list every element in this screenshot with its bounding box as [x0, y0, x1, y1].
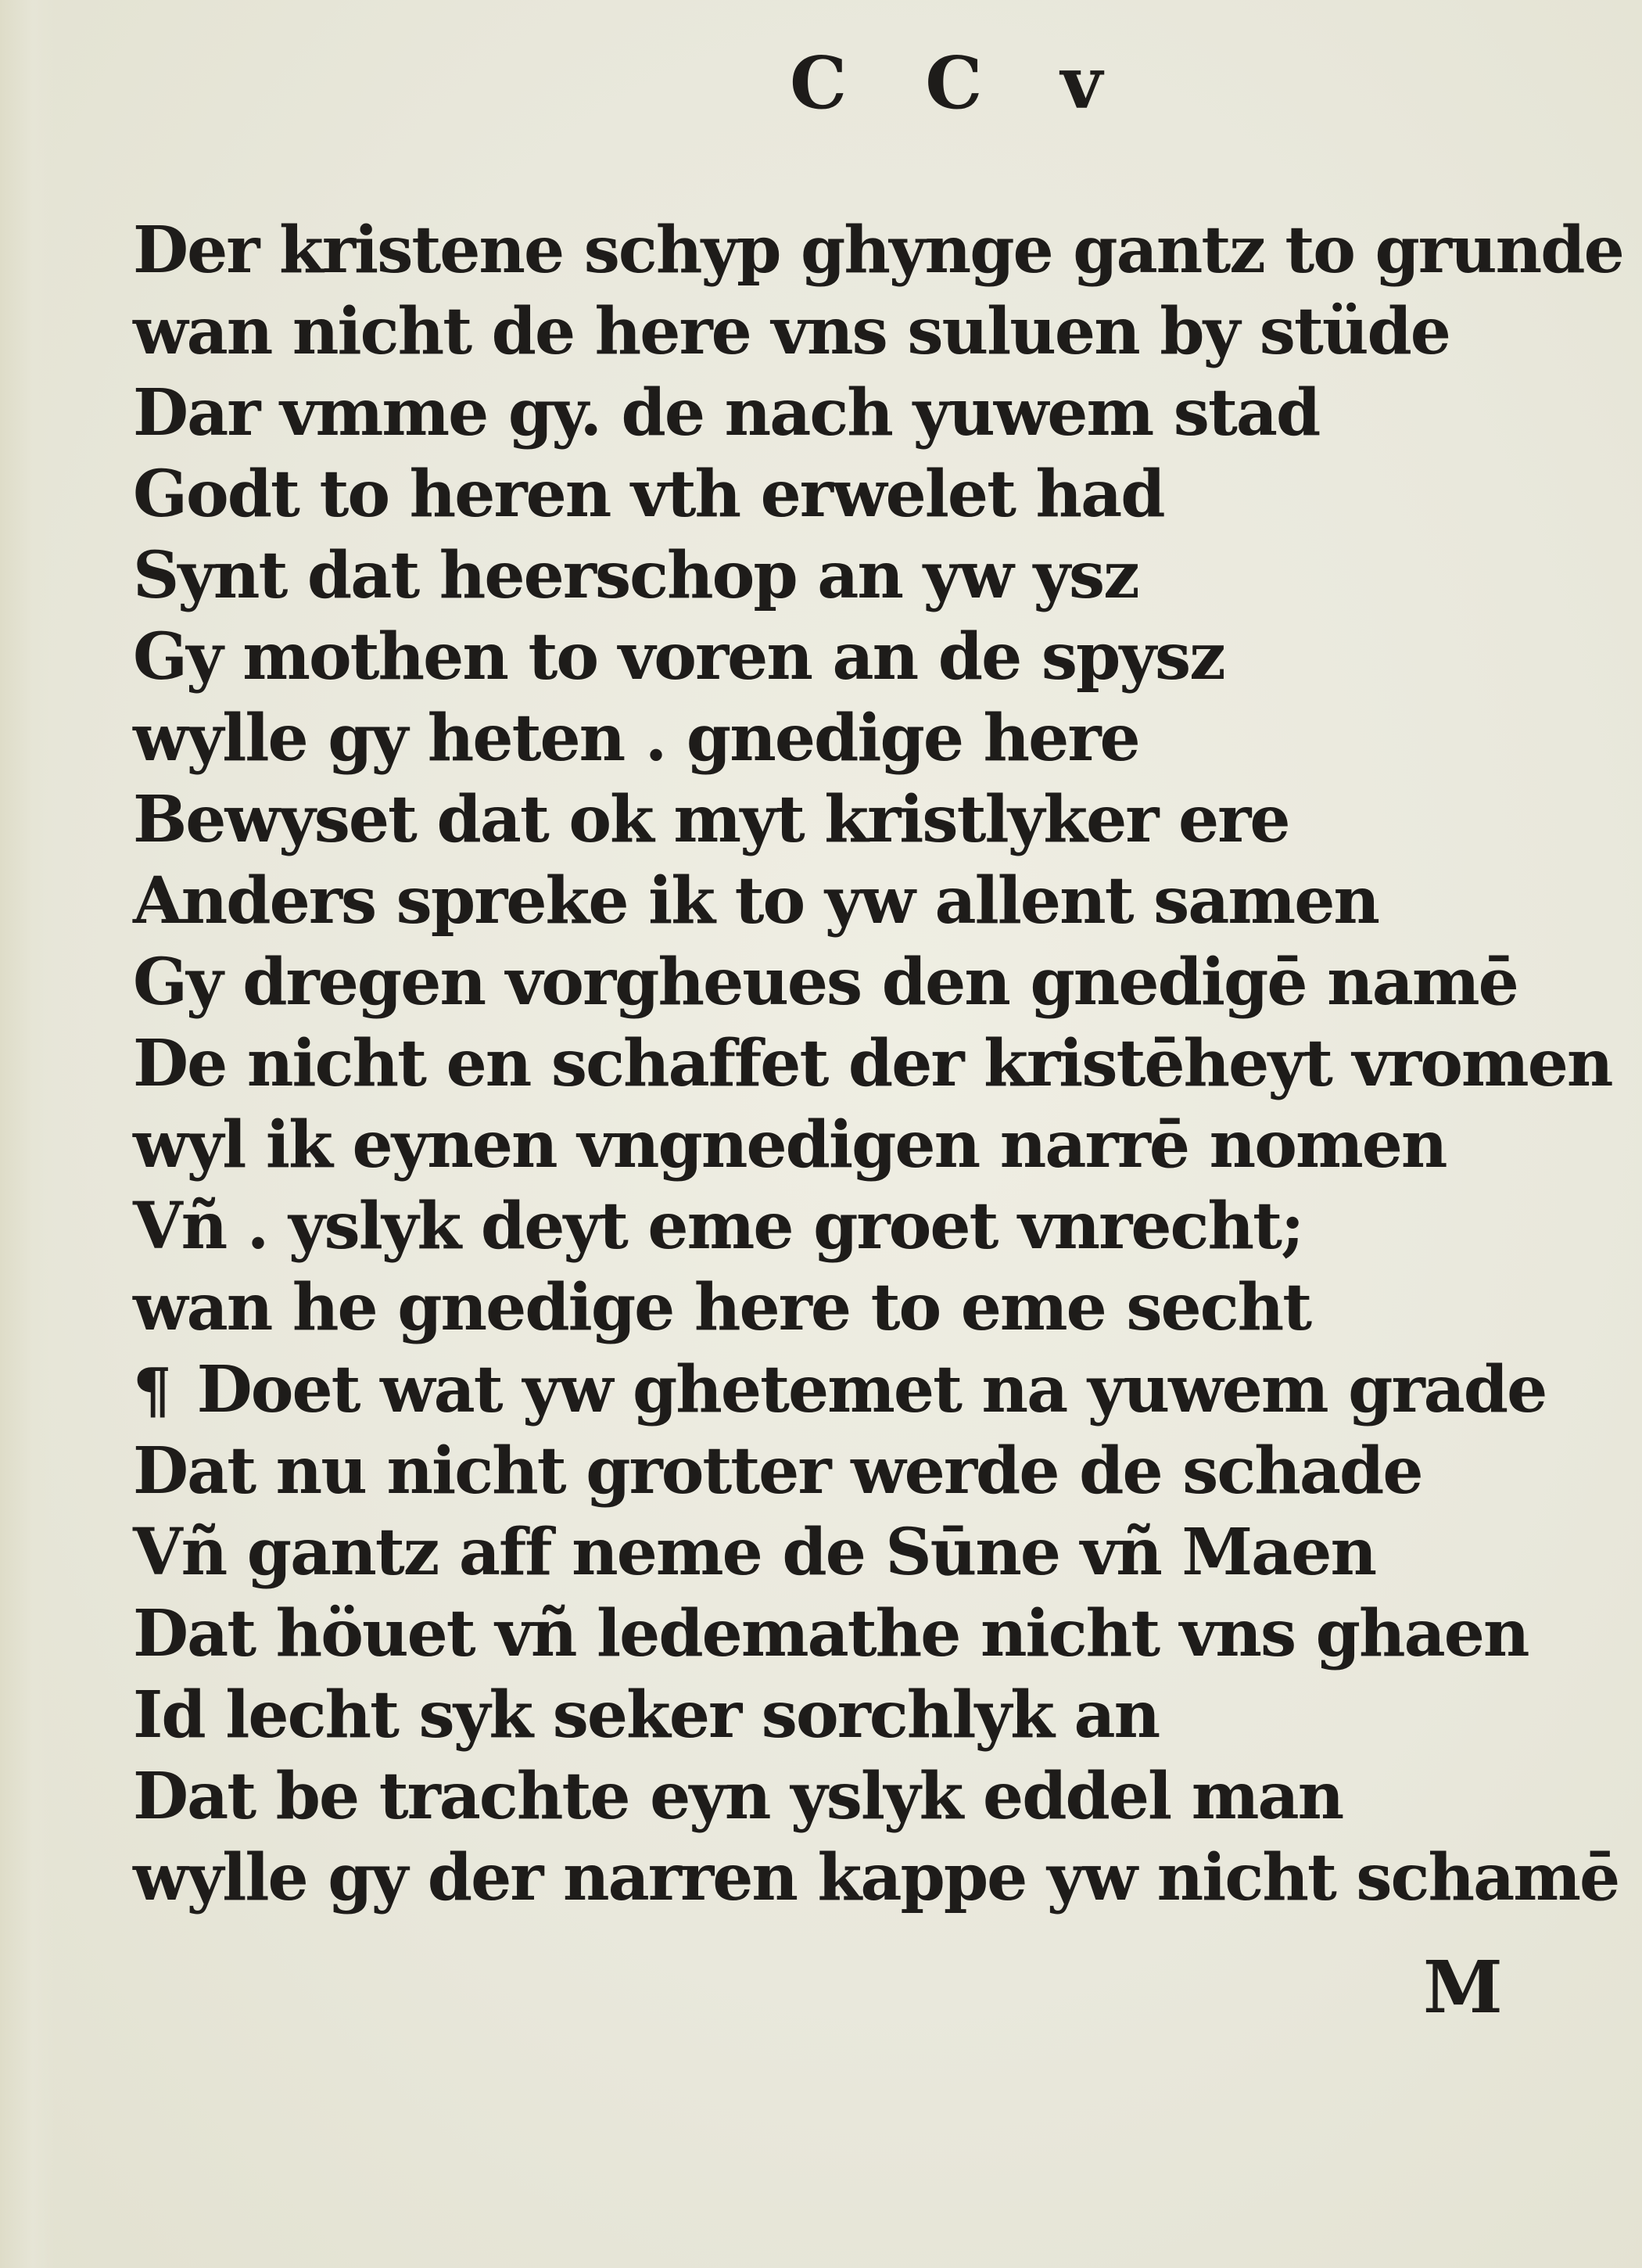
verse-line: wan he gnedige here to eme secht	[133, 1270, 1311, 1345]
signature-mark: C C v	[790, 41, 1129, 125]
pilcrow-mark: ¶	[133, 1355, 170, 1426]
catchword: M	[1423, 1945, 1503, 2029]
verse-line: wylle gy heten . gnedige here	[133, 701, 1139, 776]
stanza-1	[133, 210, 1623, 1348]
verse-line: Dat höuet vñ ledemathe nicht vns ghaen	[133, 1596, 1529, 1671]
stanza-2	[133, 1349, 1619, 1918]
verse-line: Vñ . yslyk deyt eme groet vnrecht;	[133, 1189, 1303, 1264]
verse-line: Gy dregen vorgheues den gnedigē namē	[133, 945, 1518, 1020]
verse-line: Anders spreke ik to yw allent samen	[133, 863, 1378, 938]
verse-line: Godt to heren vth erwelet had	[133, 457, 1164, 532]
verse-line: Der kristene schyp ghynge gantz to grunde	[133, 213, 1623, 288]
verse-line	[133, 1349, 1619, 1430]
verse-line: Synt dat heerschop an yw ysz	[133, 538, 1138, 613]
verse-line: Bewyset dat ok myt kristlyker ere	[133, 782, 1289, 857]
verse-text: Doet wat yw ghetemet na yuwem grade	[196, 1352, 1547, 1427]
verse-line: wan nicht de here vns suluen by stüde	[133, 294, 1450, 369]
verse-line: Gy mothen to voren an de spysz	[133, 619, 1224, 694]
verse-line: Vñ gantz aff neme de Sūne vñ Maen	[133, 1515, 1376, 1590]
verse-line: Dat nu nicht grotter werde de schade	[133, 1434, 1422, 1509]
verse-line: wyl ik eynen vngnedigen narrē nomen	[133, 1107, 1447, 1182]
verse-line: De nicht en schaffet der kristēheyt vromen	[133, 1026, 1612, 1101]
verse-line: Id lecht syk seker sorchlyk an	[133, 1678, 1160, 1753]
page-gutter-shadow	[0, 0, 55, 2268]
verse-line: wylle gy der narren kappe yw nicht schamē	[133, 1840, 1619, 1915]
verse-line: Dar vmme gy. de nach yuwem stad	[133, 375, 1320, 450]
verse-line: Dat be trachte eyn yslyk eddel man	[133, 1759, 1343, 1834]
